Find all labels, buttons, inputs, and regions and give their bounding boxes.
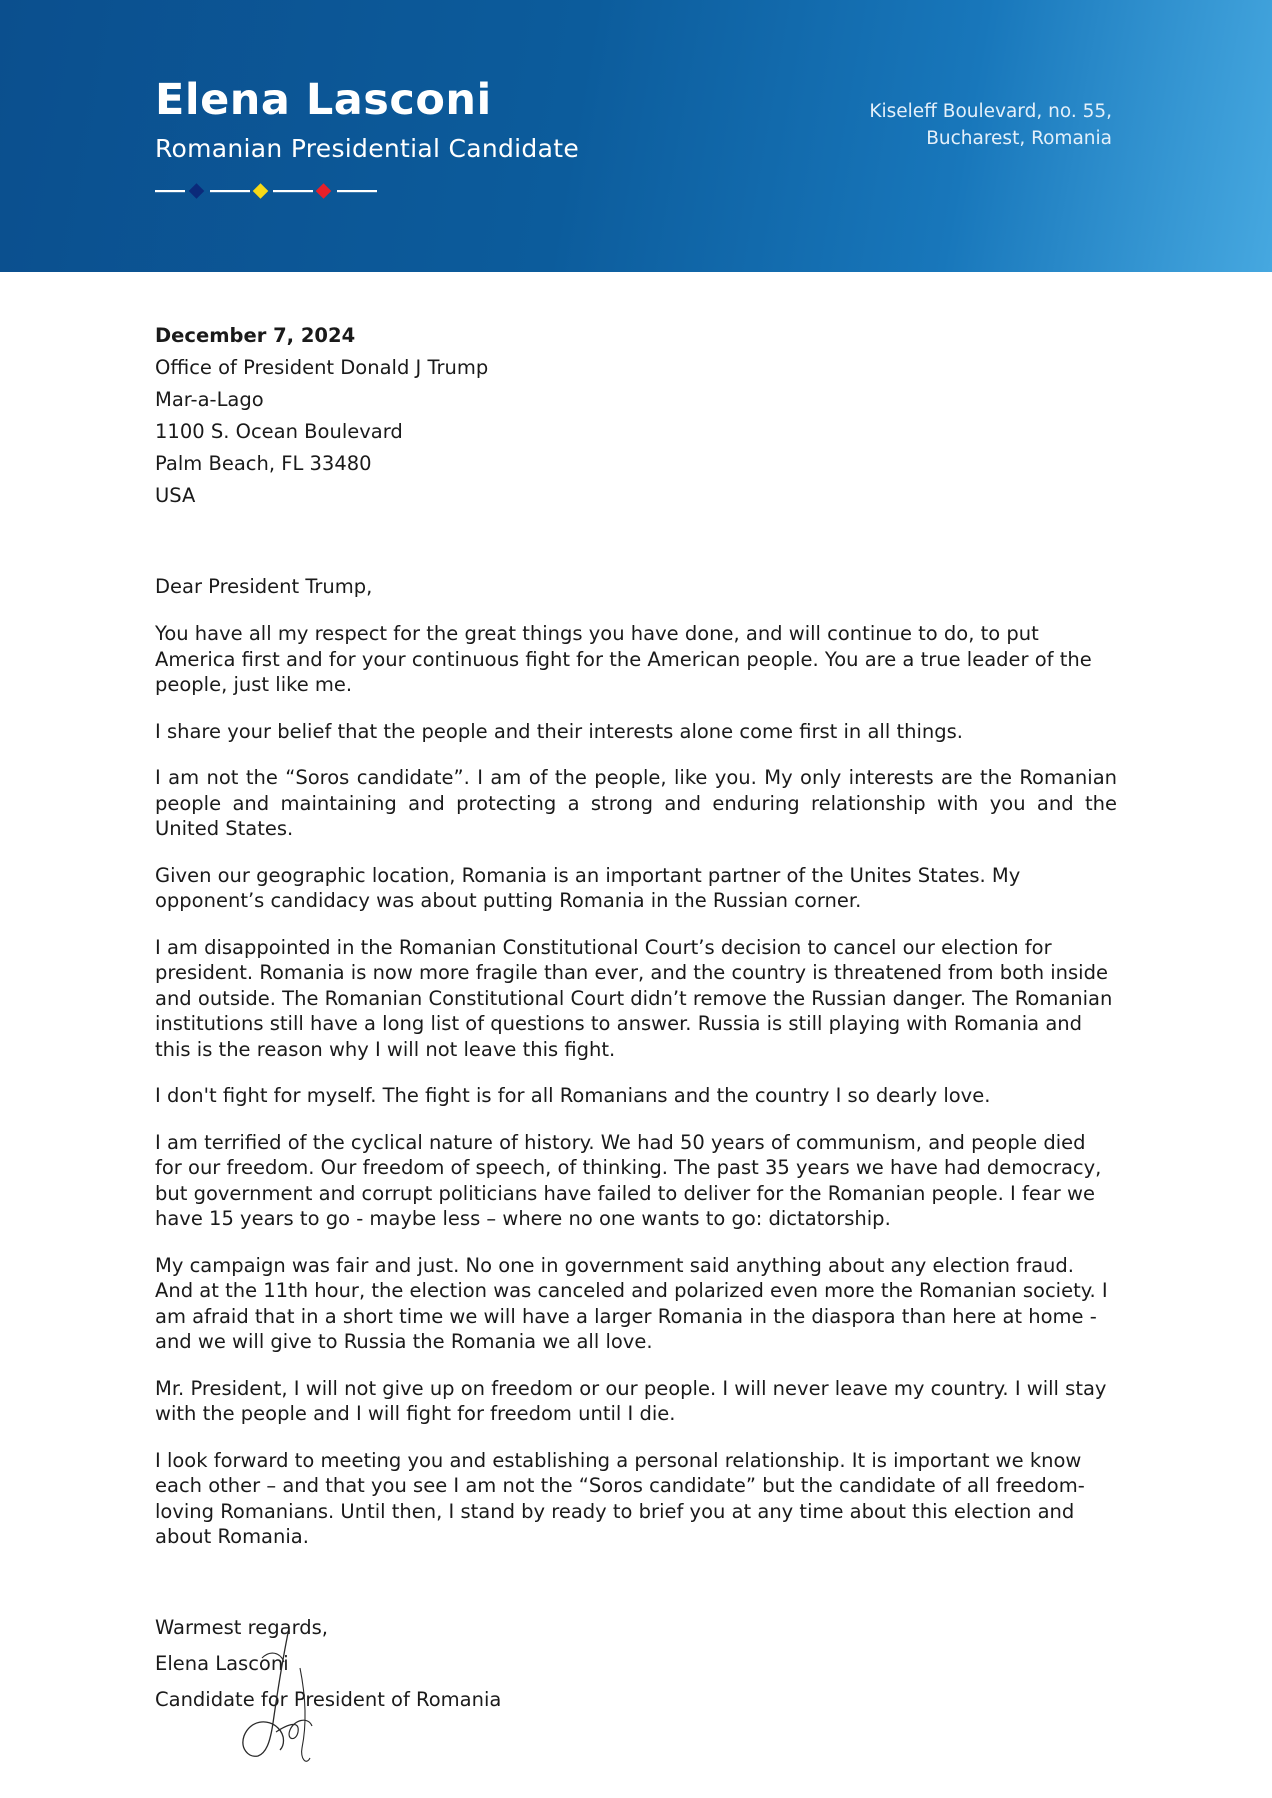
body-paragraph: I share your belief that the people and their interests alone come first in all things. [155, 719, 963, 743]
divider-dash [337, 190, 377, 192]
address-line: Kiseleff Boulevard, no. 55, [869, 101, 1112, 122]
recipient-line: 1100 S. Ocean Boulevard [155, 420, 403, 443]
recipient-line: Palm Beach, FL 33480 [155, 452, 372, 475]
recipient-block [155, 320, 1117, 512]
body-paragraph: I don't fight for myself. The fight is for all Romanians and the country I so dearly love. [155, 1084, 991, 1107]
recipient-line: USA [155, 484, 196, 507]
body-paragraph: I am terrified of the cyclical nature of history. We had 50 years of communism, and people died for our freedom. Our freedom of speech, of thinking. The past 35 years we have had democracy, but government and corrupt politicians have failed to deliver for the Romanian people. I fear we have 15 years to go - maybe less – where no one wants to go: dictatorship. [155, 1130, 1102, 1230]
divider-dash [210, 190, 250, 192]
flag-blue-diamond [189, 183, 205, 199]
body-paragraph: You have all my respect for the great things you have done, and will continue to do, to put America first and for your continuous fight for the American people. You are a true leader of the people, just like me. [155, 622, 1092, 696]
body-paragraph: I am not the “Soros candidate”. I am of the people, like you. My only interests are the Romanian people and maintaining and protecting a strong and enduring relationship with you and the United States. [155, 766, 1117, 840]
valediction: Warmest regards, [155, 1615, 328, 1639]
body-paragraph: I look forward to meeting you and establishing a personal relationship. It is important we know each other – and that you see I am not the “Soros candidate” but the candidate of all freedom-loving Romanians. Until then, I stand by ready to brief you at any time about this election and about Romania. [155, 1448, 1085, 1548]
flag-yellow-diamond [253, 183, 269, 199]
salutation: Dear President Trump, [155, 575, 373, 598]
recipient-line: Mar-a-Lago [155, 388, 264, 411]
body-paragraph: My campaign was fair and just. No one in government said anything about any election fraud. And at the 11th hour, the election was canceled and polarized even more the Romanian society. I am afraid that in a short time we will have a larger Romania in the diaspora than here at home - and we will give to Russia the Romania we all love. [155, 1253, 1108, 1353]
body-paragraph: Mr. President, I will not give up on freedom or our people. I will never leave my country. I will stay with the people and I will fight for freedom until I die. [155, 1376, 1107, 1425]
divider-dash [273, 190, 313, 192]
sender-title: Romanian Presidential Candidate [155, 134, 579, 163]
letterhead-banner [0, 0, 1272, 272]
body-paragraph: I am disappointed in the Romanian Constitutional Court’s decision to cancel our election for president. Romania is now more fragile than ever, and the country is threatened from both inside and outside. The Romanian Constitutional Court didn’t remove the Russian danger. The Romanian institutions still have a long list of questions to answer. Russia is still playing with Romania and this is the reason why I will not leave this fight. [155, 935, 1113, 1061]
flag-red-diamond [316, 183, 332, 199]
signer-role: Candidate for President of Romania [155, 1687, 502, 1711]
signer-name: Elena Lasconi [155, 1651, 289, 1675]
tricolor-divider [155, 181, 377, 201]
sender-address [869, 98, 1112, 152]
recipient-line: Office of President Donald J Trump [155, 356, 489, 379]
address-line: Bucharest, Romania [926, 128, 1112, 149]
sender-name: Elena Lasconi [155, 75, 492, 125]
letter-date: December 7, 2024 [155, 324, 356, 347]
divider-dash [155, 190, 185, 192]
letter-body [155, 320, 1117, 1718]
handwritten-signature [228, 1628, 338, 1768]
body-paragraph: Given our geographic location, Romania is an important partner of the Unites States. My opponent’s candidacy was about putting Romania in the Russian corner. [155, 863, 1021, 912]
